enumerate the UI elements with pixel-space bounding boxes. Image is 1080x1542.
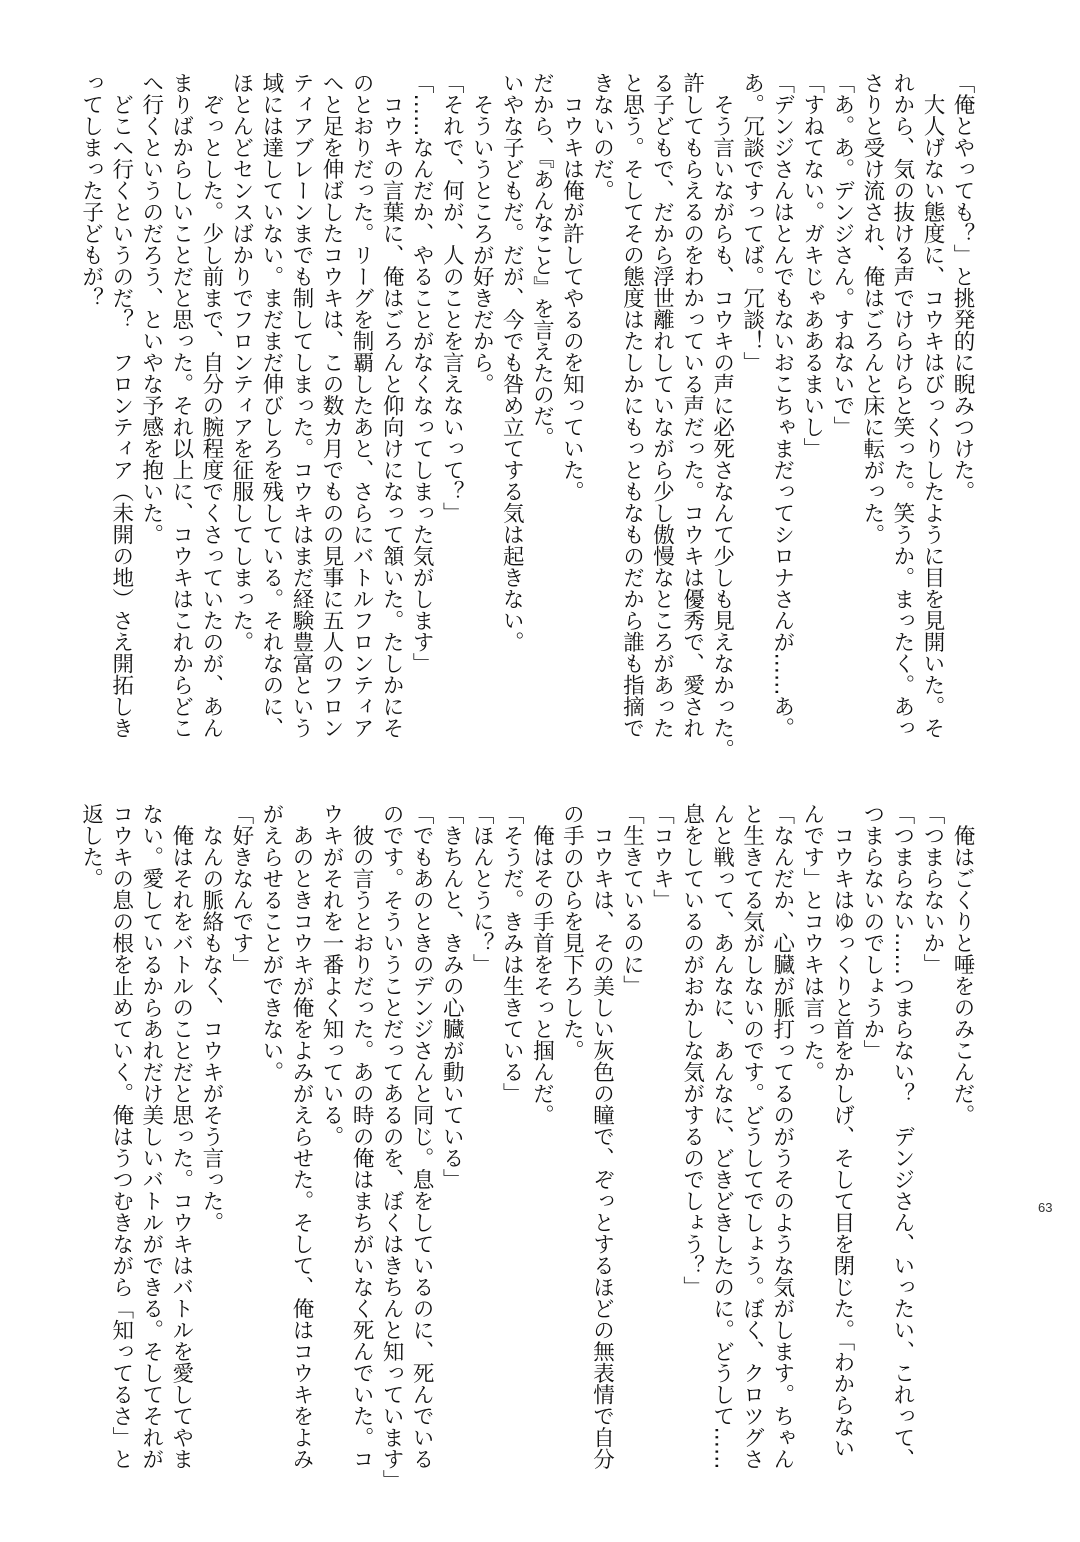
text-column: ティアブレーンまでも制してしまった。コウキはまだ経験豊富という	[288, 72, 314, 739]
text-column: 息をしているのがおかしな気がするのでしょう？」	[679, 803, 705, 1298]
text-column: コウキは俺が許してやるのを知っていた。	[559, 72, 585, 502]
text-column: んです」とコウキは言った。	[799, 803, 825, 1083]
text-column: れから、気の抜ける声でけらけらと笑った。笑うか。まったく。あっ	[889, 72, 915, 739]
text-column: ウキがそれを一番よく知っている。	[319, 803, 345, 1147]
text-column: あのときコウキが俺をよみがえらせた。そして、俺はコウキをよみ	[288, 803, 314, 1470]
text-column: まりばからしいことだと思った。それ以上に、コウキはこれからどこ	[168, 72, 194, 739]
text-column: 俺はそれをバトルのことだと思った。コウキはバトルを愛してやま	[168, 803, 194, 1470]
upper-text-block	[76, 72, 977, 760]
text-column: 返した。	[78, 803, 104, 889]
text-column: へと足を伸ばしたコウキは、この数カ月でものの見事に五人のフロン	[319, 72, 345, 739]
text-column: 「……なんだか、やることがなくなってしまった気がします」	[409, 72, 435, 674]
text-column: 「ほんとうに？」	[469, 803, 495, 975]
text-column: 「生きているのに」	[619, 803, 645, 997]
text-column: 「でもあのときのデンジさんと同じ。息をしているのに、死んでいる	[409, 803, 435, 1470]
text-column: 「つまらない……つまらない？ デンジさん、いったい、これって、	[889, 803, 915, 1470]
text-column: だから、『あんなこと』を言えたのだ。	[529, 72, 555, 449]
text-column: ほとんどセンスばかりでフロンティアを征服してしまった。	[228, 72, 254, 653]
text-column: なんの脈絡もなく、コウキがそう言った。	[198, 803, 224, 1233]
text-column: 域には達していない。まだまだ伸びしろを残している。それなのに、	[258, 72, 284, 739]
text-column: 「そうだ。きみは生きている」	[499, 803, 525, 1104]
text-column: る子どもで、だから浮世離れしていながら少し傲慢なところがあった	[649, 72, 675, 739]
text-column: 「俺とやっても？」と挑発的に睨みつけた。	[950, 72, 975, 502]
text-column: どこへ行くというのだ？ フロンティア（未開の地）さえ開拓しき	[108, 72, 134, 739]
text-column: のです。そういうことだってあるのを、ぼくはきちんと知っています」	[379, 803, 405, 1491]
text-column: 「デンジさんはとんでもないおこちゃまだってシロナさんが……あ。	[769, 72, 795, 739]
text-column: 俺はごくりと唾をのみこんだ。	[950, 803, 975, 1126]
text-column: あ。冗談ですってば。冗談！」	[739, 72, 765, 373]
text-column: さりと受け流され、俺はごろんと床に転がった。	[859, 72, 885, 545]
text-column: そういうところが好きだから。	[469, 72, 495, 395]
text-column: コウキの言葉に、俺はごろんと仰向けになって頷いた。たしかにそ	[379, 72, 405, 739]
text-column: きないのだ。	[589, 72, 615, 201]
text-column: 彼の言うとおりだった。あの時の俺はまちがいなく死んでいた。コ	[349, 803, 375, 1470]
text-column: んと戦って、あんなに、あんなに、どきどきしたのに。どうして……	[709, 803, 735, 1470]
text-column: つまらないのでしょうか」	[859, 803, 885, 1061]
text-column: と思う。そしてその態度はたしかにもっともなものだから誰も指摘で	[619, 72, 645, 739]
text-column: 「それで、何が、人のことを言えないって？」	[439, 72, 465, 524]
text-column: 「つまらないか」	[919, 803, 945, 975]
text-column: 大人げない態度に、コウキはびっくりしたように目を見開いた。そ	[919, 72, 945, 739]
text-column: 「コウキ」	[649, 803, 675, 911]
text-column: ぞっとした。少し前まで、自分の腕程度でくさっていたのが、あん	[198, 72, 224, 739]
text-column: コウキは、その美しい灰色の瞳で、ぞっとするほどの無表情で自分	[589, 803, 615, 1470]
text-column: へ行くというのだろう、といやな予感を抱いた。	[138, 72, 164, 545]
text-column: と生きてる気がしないのです。どうしてでしょう。ぼく、クロツグさ	[739, 803, 765, 1470]
text-column: ない。愛しているからあれだけ美しいバトルができる。そしてそれが	[138, 803, 164, 1470]
text-column: がえらせることができない。	[258, 803, 284, 1083]
text-column: 「きちんと、きみの心臓が動いている」	[439, 803, 465, 1190]
text-column: コウキの息の根を止めていく。俺はうつむきながら「知ってるさ」と	[108, 803, 134, 1470]
text-column: 「あ。あ。デンジさん。すねないで」	[829, 72, 855, 438]
text-column: 「なんだか、心臓が脈打ってるのがうそのような気がします。ちゃん	[769, 803, 795, 1470]
text-column: 許してもらえるのをわかっている声だった。コウキは優秀で、愛され	[679, 72, 705, 739]
text-column: ってしまった子どもが？	[78, 72, 104, 309]
page-number: 63	[1038, 1200, 1053, 1215]
text-column: のとおりだった。リーグを制覇したあと、さらにバトルフロンティア	[349, 72, 375, 739]
lower-text-block	[76, 803, 977, 1491]
text-column: 「好きなんです」	[228, 803, 254, 975]
text-column: コウキはゆっくりと首をかしげ、そして目を閉じた。「わからない	[829, 803, 855, 1459]
text-column: そう言いながらも、コウキの声に必死さなんて少しも見えなかった。	[709, 72, 735, 760]
text-column: いやな子どもだ。だが、今でも咎め立てする気は起きない。	[499, 72, 525, 653]
text-column: 「すねてない。ガキじゃああるまいし」	[799, 72, 825, 459]
text-column: 俺はその手首をそっと掴んだ。	[529, 803, 555, 1126]
text-column: の手のひらを見下ろした。	[559, 803, 585, 1061]
